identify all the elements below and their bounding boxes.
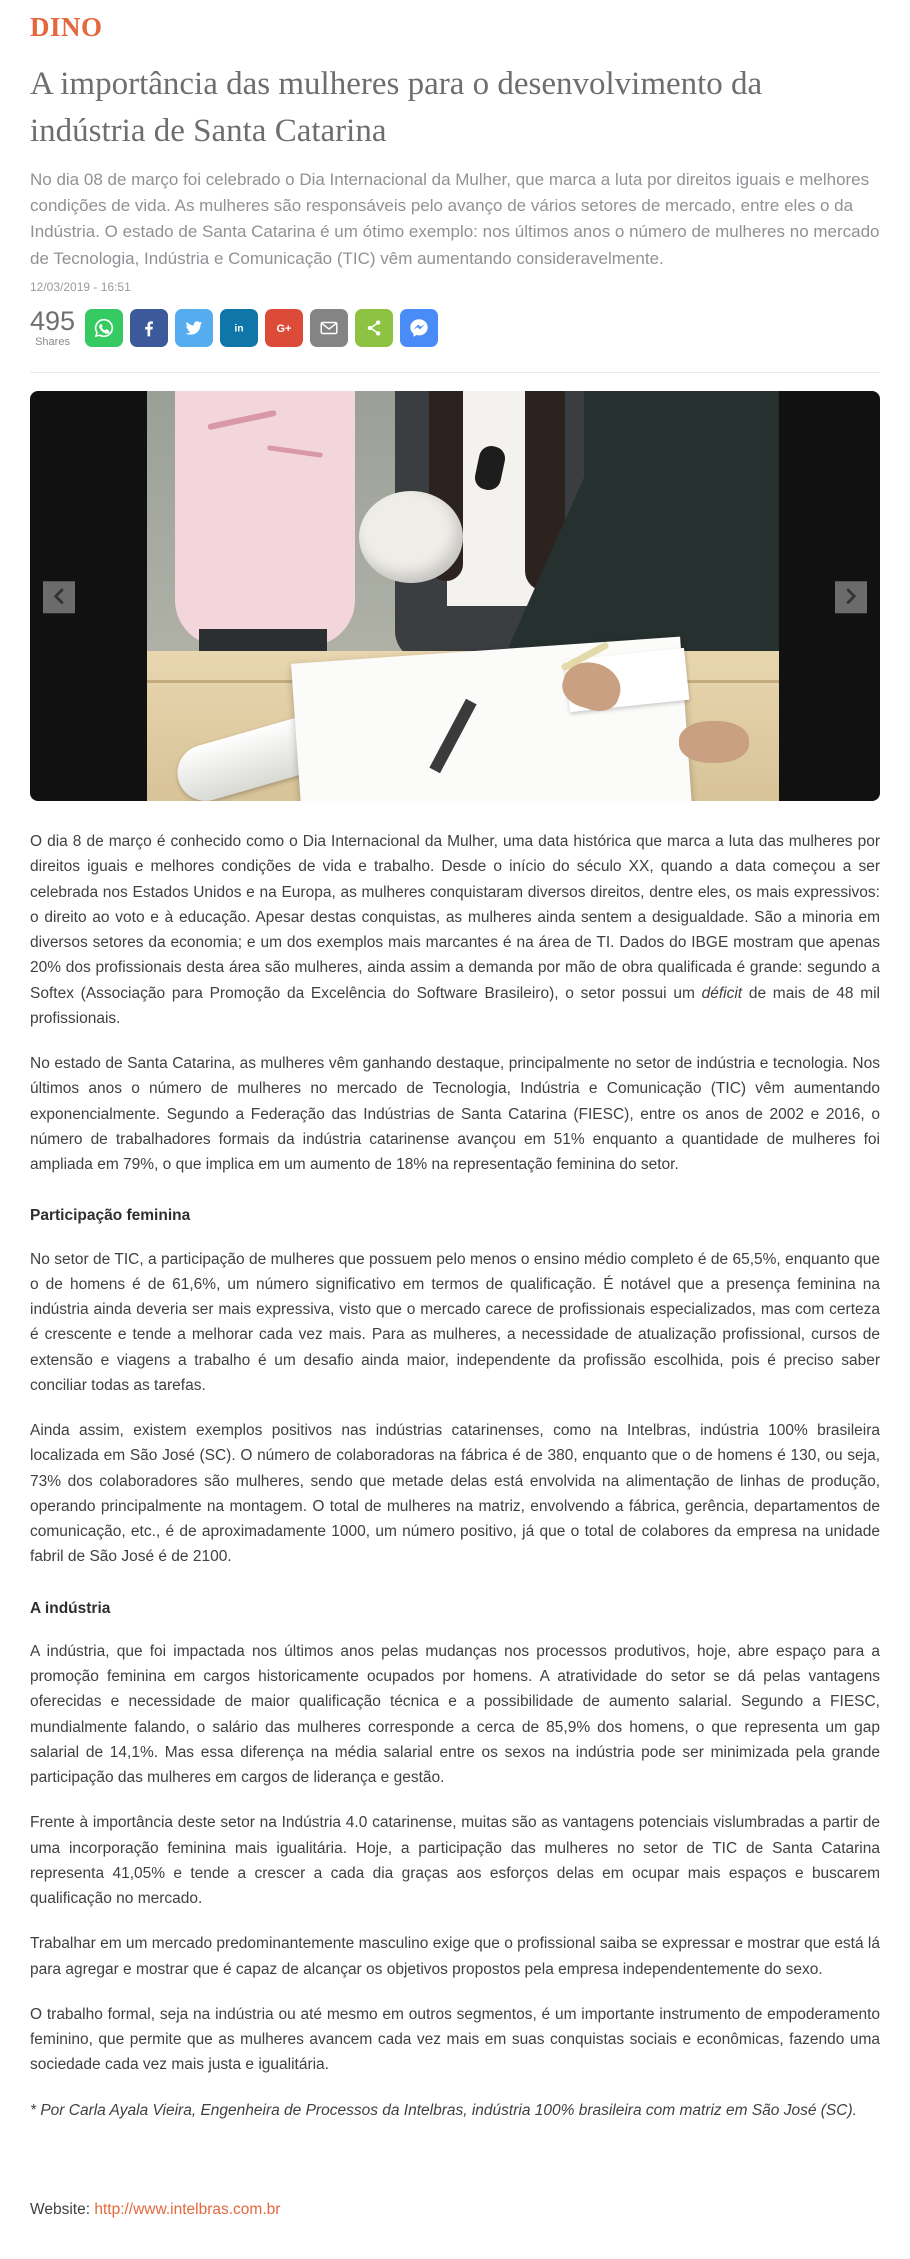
- chevron-right-icon: [841, 586, 861, 609]
- svg-text:in: in: [234, 323, 244, 335]
- share-count: [30, 308, 75, 348]
- share-count-label: Shares: [35, 336, 70, 349]
- heading-participacao-feminina: Participação feminina: [30, 1207, 191, 1225]
- share-nodes-icon: [364, 318, 384, 338]
- paragraph-4: Ainda assim, existem exemplos positivos nas indústrias catarinenses, como na Intelbras, indústria 100% brasileira localizada em São José (SC). O número de colaboradoras na fábrica é de 380, enquanto que o de homens é 130, ou seja, 73% dos colaboradores são mulheres, sendo que metade delas está envolvida na alimentação de linhas de produção, operando principalmente na montagem. O total de mulheres na matriz, envolvendo a fábrica, gerência, departamentos de comunicação, etc., é de aproximadamente 1000, um número positivo, já que o total de colabores da empresa na unidade fabril de São José é de 2100.: [30, 1422, 880, 1566]
- share-twitter-button[interactable]: [175, 309, 213, 347]
- website-label: Website:: [30, 2200, 91, 2218]
- author-byline: * Por Carla Ayala Vieira, Engenheira de Processos da Intelbras, indústria 100% brasileira com matriz em São José (SC).: [30, 2101, 857, 2119]
- linkedin-icon: [228, 317, 250, 339]
- google-plus-icon: [272, 316, 296, 340]
- carousel-next-button[interactable]: [835, 581, 867, 613]
- email-icon: [318, 317, 340, 339]
- share-messenger-button[interactable]: [400, 309, 438, 347]
- share-count-number: 495: [30, 306, 76, 337]
- paragraph-6: Frente à importância deste setor na Indústria 4.0 catarinense, muitas são as vantagens potenciais vislumbradas a partir de uma incorporação feminina mais igualitária. Hoje, a participação das mulheres no setor de TIC de Santa Catarina representa 41,05% e tende a crescer a cada dia graças aos esforços delas em ocupar mais espaços e buscarem qualificação no mercado.: [30, 1814, 880, 1908]
- paragraph-7: Trabalhar em um mercado predominantemente masculino exige que o profissional saiba se expressar e mostrar que está lá para agregar e mostrar que é capaz de alcançar os objetivos propostos pela empresa independentemente do sexo.: [30, 1935, 880, 1978]
- whatsapp-icon: [93, 317, 115, 339]
- share-whatsapp-button[interactable]: [85, 309, 123, 347]
- website-link[interactable]: http://www.intelbras.com.br: [94, 2200, 281, 2218]
- paragraph-2: No estado de Santa Catarina, as mulheres vêm ganhando destaque, principalmente no setor de indústria e tecnologia. Nos últimos anos o número de mulheres no mercado de Tecnologia, Indústria e Comunicação (TIC) vêm aumentando exponencialmente. Segundo a Federação das Indústrias de Santa Catarina (FIESC), entre os anos de 2002 e 2016, o número de trabalhadores formais da indústria catarinense avançou em 51% enquanto a quantidade de mulheres foi ampliada em 79%, o que implica em um aumento de 18% na representação feminina do setor.: [30, 1055, 880, 1174]
- image-carousel: [30, 391, 880, 801]
- carousel-prev-button[interactable]: [43, 581, 75, 613]
- share-email-button[interactable]: [310, 309, 348, 347]
- share-facebook-button[interactable]: [130, 309, 168, 347]
- paragraph-8: O trabalho formal, seja na indústria ou até mesmo em outros segmentos, é um importante instrumento de empoderamento feminino, que permite que as mulheres avancem cada vez mais em suas conquistas sociais e econômicas, fazendo uma sociedade cada vez mais justa e igualitária.: [30, 2005, 880, 2074]
- article-body: [30, 829, 880, 2123]
- section-divider: [30, 372, 880, 373]
- messenger-icon: [408, 317, 430, 339]
- page-title: A importância das mulheres para o desenvolvimento da indústria de Santa Catarina: [30, 66, 763, 149]
- publish-date: 12/03/2019 - 16:51: [30, 280, 131, 295]
- twitter-icon: [184, 318, 204, 338]
- share-google-plus-button[interactable]: [265, 309, 303, 347]
- website-row: [30, 2201, 880, 2219]
- article-photo: [147, 391, 779, 801]
- chevron-left-icon: [49, 586, 69, 609]
- svg-text:G+: G+: [276, 323, 292, 336]
- facebook-icon: [139, 318, 159, 338]
- heading-a-industria: A indústria: [30, 1599, 111, 1617]
- paragraph-5: A indústria, que foi impactada nos últimos anos pelas mudanças nos processos produtivos, hoje, abre espaço para a promoção feminina em cargos historicamente ocupados por homens. A atratividade do setor se dá pelas vantagens oferecidas e necessidade de maior qualificação técnica e a possibilidade de aumento salarial. Segundo a FIESC, mundialmente falando, o salário das mulheres corresponde a cerca de 85,9% dos homens, o que representa um gap salarial de 14,1%. Mas essa diferença na média salarial entre os sexos na indústria pode ser minimizada pela grande participação das mulheres em cargos de liderança e gestão.: [30, 1642, 880, 1787]
- article-subtitle: No dia 08 de março foi celebrado o Dia Internacional da Mulher, que marca a luta por direitos iguais e melhores condições de vida. As mulheres são responsáveis pelo avanço de vários setores de mercado, entre eles o da Indústria. O estado de Santa Catarina é um ótimo exemplo: nos últimos anos o número de mulheres no mercado de Tecnologia, Indústria e Comunicação (TIC) vêm aumentando consideravelmente.: [30, 169, 880, 268]
- share-bar: [30, 308, 880, 348]
- share-linkedin-button[interactable]: [220, 309, 258, 347]
- paragraph-3: No setor de TIC, a participação de mulheres que possuem pelo menos o ensino médio completo é de 65,5%, enquanto que o de homens é de 61,6%, um número significativo em termos de qualificação. É notável que a presença feminina na indústria ainda deveria ser mais expressiva, visto que o mercado carece de profissionais especializados, mas com certeza é crescente e tende a melhorar cada vez mais. Para as mulheres, a necessidade de atualização profissional, cursos de extensão e viagens a trabalho é um desafio ainda maior, independente da profissão escolhida, pois é preciso saber conciliar todas as tarefas.: [30, 1250, 880, 1394]
- paragraph-1: O dia 8 de março é conhecido como o Dia Internacional da Mulher, uma data histórica que marca a luta das mulheres por direitos iguais e melhores condições de vida e trabalho. Desde o início do século XX, quando a data começou a ser celebrada nos Estados Unidos e na Europa, as mulheres conquistaram diversos direitos, dentre eles, os mais expressivos: o direito ao voto e à educação. Apesar destas conquistas, as mulheres ainda sentem a desigualdade. São a minoria em diversos setores da economia; e um dos exemplos mais marcantes é na área de TI. Dados do IBGE mostram que apenas 20% dos profissionais desta área são mulheres, ainda assim a demanda por mão de obra qualificada é grande: segundo a Softex (Associação para Promoção da Excelência do Software Brasileiro), o setor possui um déficit de mais de 48 mil profissionais.: [30, 833, 881, 1027]
- dino-logo[interactable]: DINO: [30, 12, 103, 42]
- share-generic-button[interactable]: [355, 309, 393, 347]
